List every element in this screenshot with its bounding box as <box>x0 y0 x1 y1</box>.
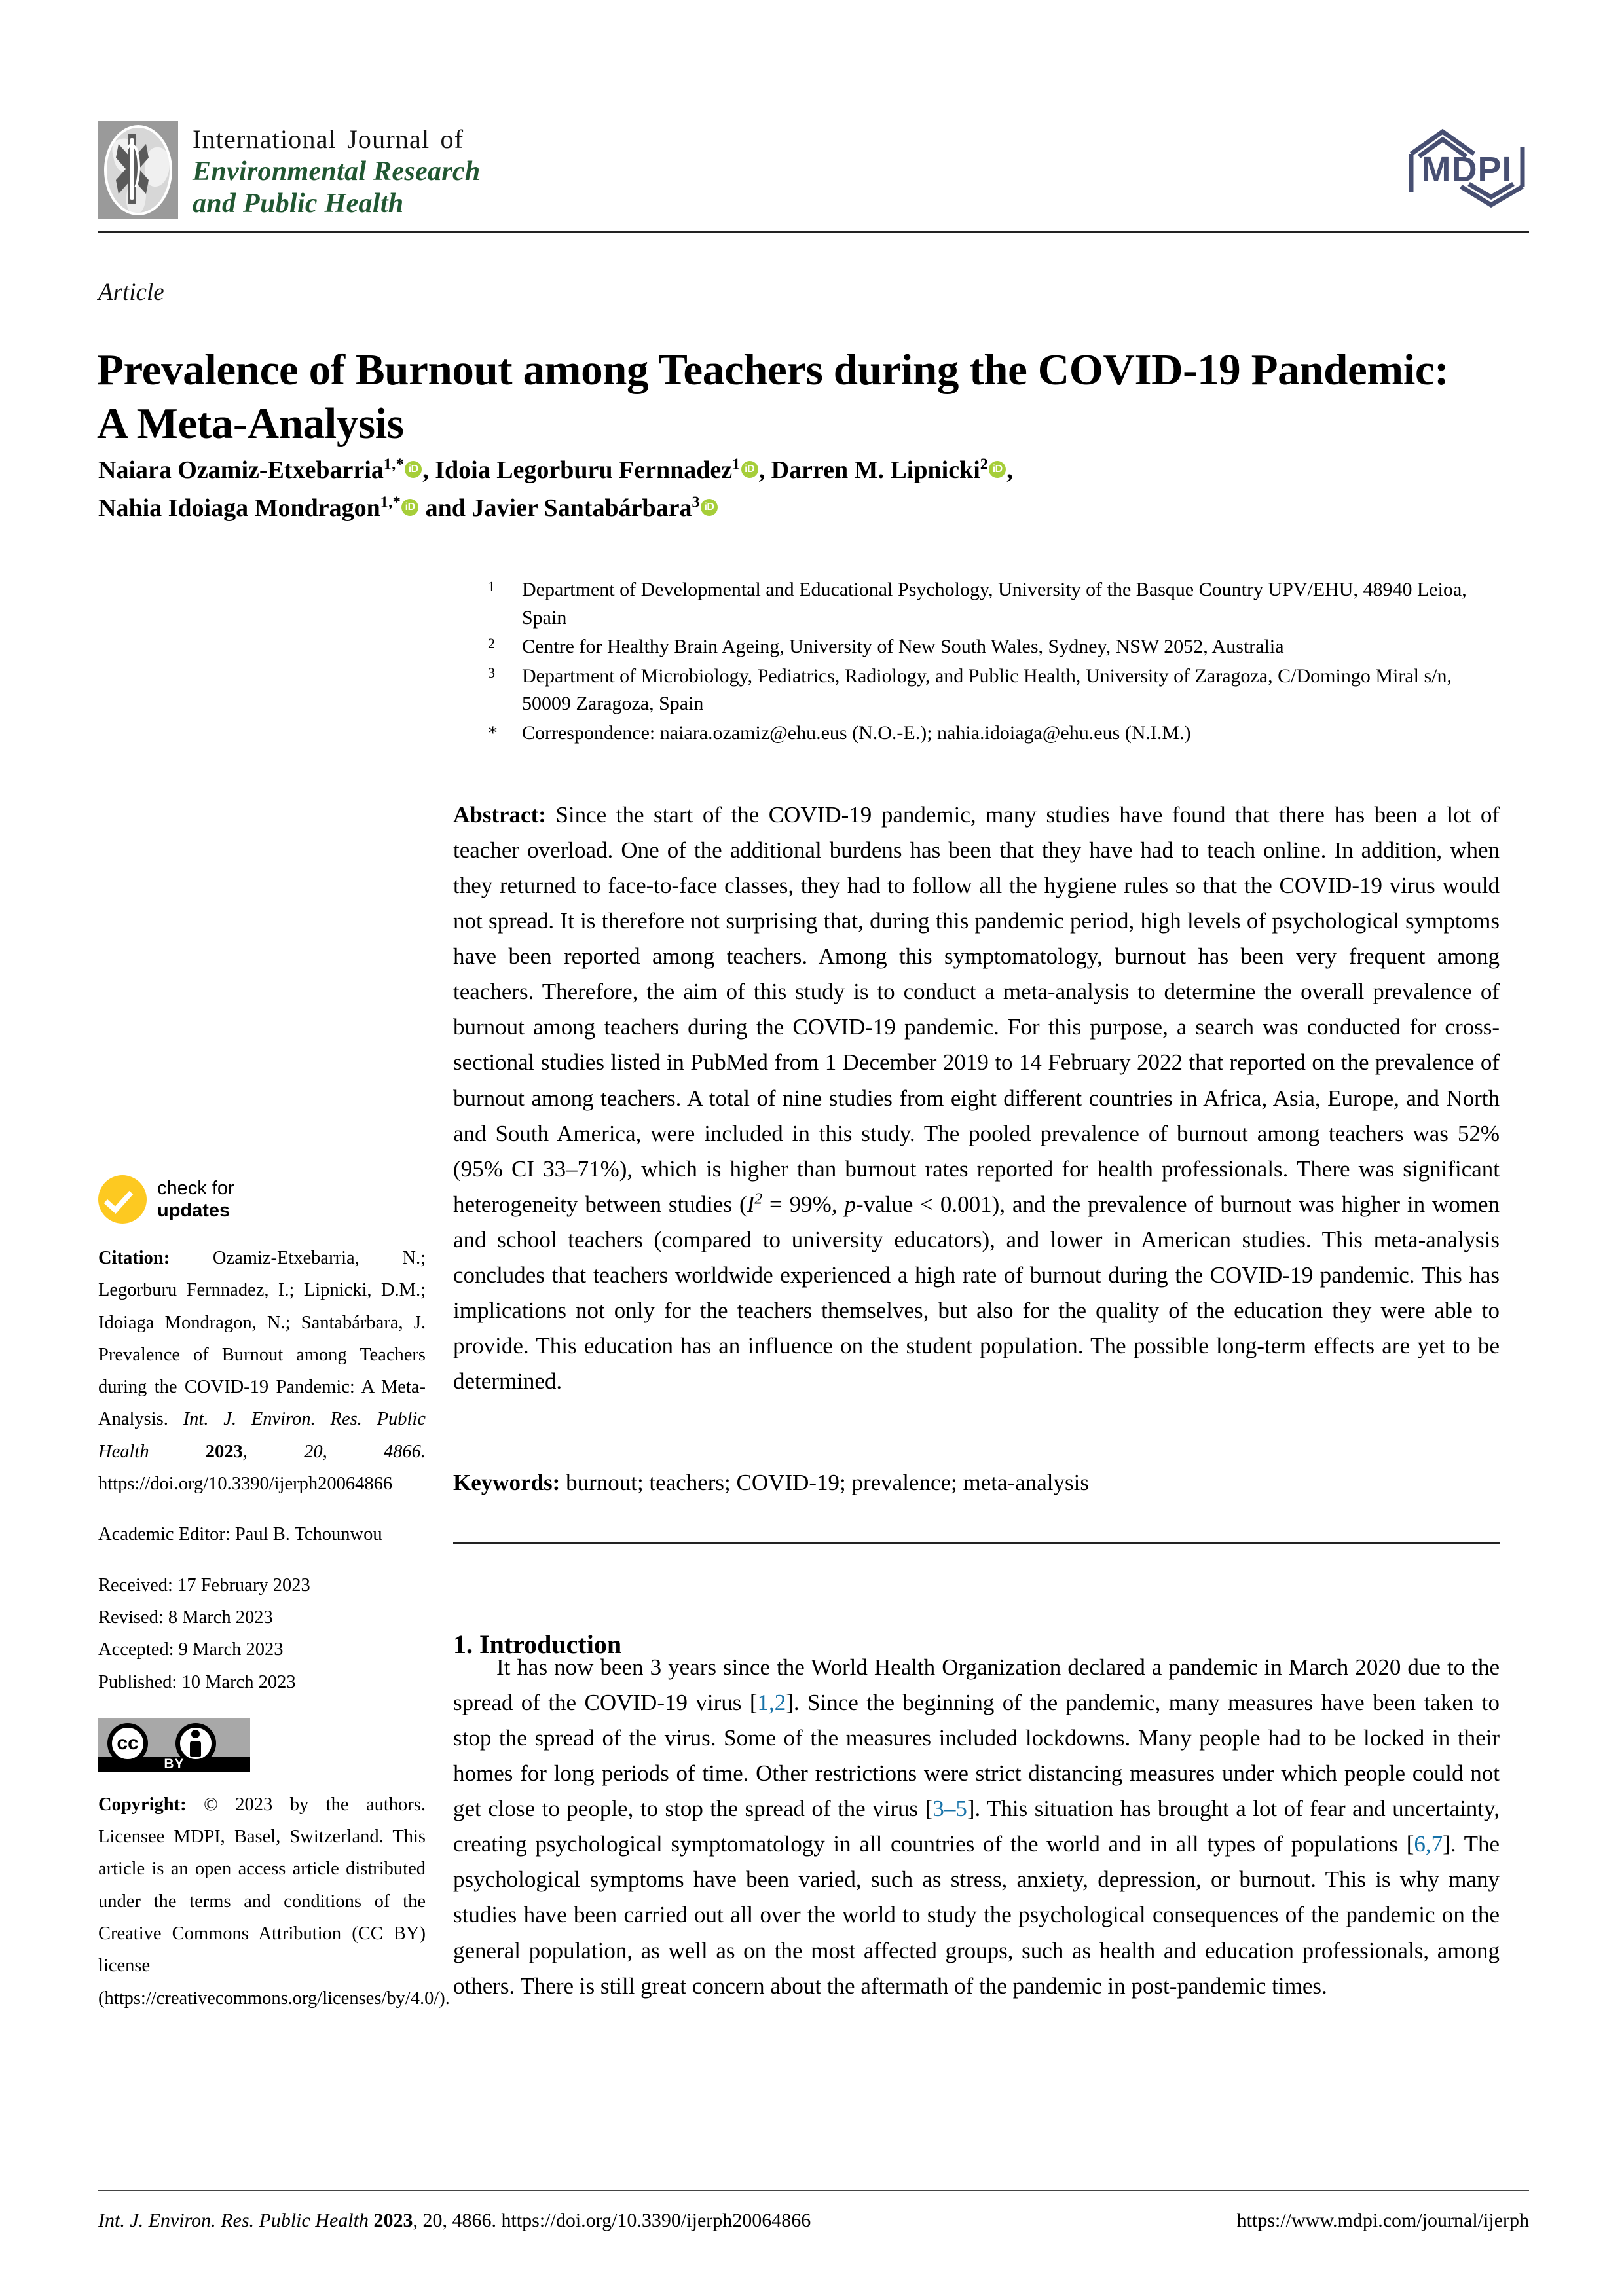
affiliation-marker: 2 <box>488 635 495 652</box>
orcid-icon[interactable]: iD <box>401 499 418 516</box>
citation-ref-3-5[interactable]: 3–5 <box>932 1796 967 1822</box>
svg-text:MDPI: MDPI <box>1421 150 1513 189</box>
keywords-value: burnout; teachers; COVID-19; prevalence; meta-analysis <box>560 1470 1089 1495</box>
footer-journal-url[interactable]: https://www.mdpi.com/journal/ijerph <box>1236 2210 1529 2231</box>
footer-citation-rest: , 20, 4866. https://doi.org/10.3390/ijerph20064866 <box>413 2210 811 2231</box>
heterogeneity-statistic-value: = 99%, <box>762 1191 845 1217</box>
author-name: Idoia Legorburu Fernnadez <box>435 456 733 484</box>
author-separator: , <box>422 456 435 484</box>
journal-title-line3: and Public Health <box>193 189 404 219</box>
date-accepted: Accepted: 9 March 2023 <box>98 1639 284 1660</box>
academic-editor: Academic Editor: Paul B. Tchounwou <box>98 1524 382 1545</box>
mdpi-logo-icon[interactable] <box>1405 126 1529 210</box>
check-updates-line2: updates <box>157 1200 231 1221</box>
article-type-label: Article <box>98 279 164 306</box>
abstract-label: Abstract: <box>453 802 546 828</box>
affiliation-list <box>488 576 1496 749</box>
keywords-section <box>453 1470 1500 1496</box>
check-for-updates-label <box>157 1177 234 1222</box>
footer-journal-name: Int. J. Environ. Res. Public Health <box>98 2210 369 2231</box>
author-line-1 <box>98 452 1486 490</box>
citation-journal: Int. J. Environ. Res. Public Health <box>98 1409 426 1462</box>
orcid-icon[interactable]: iD <box>405 461 422 478</box>
cc-by-label: BY <box>164 1756 185 1772</box>
affiliation-marker: 1 <box>488 578 495 594</box>
intro-text-b: ]. Since the beginning of the pandemic, many measures have been taken to stop the spread of the virus. Some of the measures included lockdowns. Many people had to be locked in their homes for long periods of time. Other restrictions were strict distancing measures under which people could not get close to people, to stop the spread of the virus [ <box>453 1690 1500 1822</box>
author-affiliation-marker: 1 <box>732 456 741 473</box>
journal-title-line2: Environmental Research <box>193 156 481 187</box>
affiliation-text: Centre for Healthy Brain Ageing, University of New South Wales, Sydney, NSW 2052, Australia <box>522 636 1284 658</box>
affiliation-text: Department of Microbiology, Pediatrics, Radiology, and Public Health, University of Zaragoza, C/Domingo Miral s/n, 50009 Zaragoza, Spain <box>522 665 1452 715</box>
intro-text-c: ]. This situation has brought a lot of fear and uncertainty, creating psychological symptomatology in all countries of the world and in all types of populations [ <box>453 1796 1500 1857</box>
author-affiliation-marker: 1,* <box>380 494 401 511</box>
orcid-icon[interactable]: iD <box>989 461 1006 478</box>
date-revised: Revised: 8 March 2023 <box>98 1607 273 1628</box>
affiliation-item <box>488 576 1496 632</box>
copyright-label: Copyright: <box>98 1794 187 1815</box>
author-affiliation-marker: 3 <box>692 494 700 511</box>
citation-label: Citation: <box>98 1248 170 1268</box>
citation-ref-1-2[interactable]: 1,2 <box>757 1690 786 1716</box>
footer-citation <box>98 2210 811 2232</box>
journal-title <box>193 121 480 221</box>
abstract-text-part1: Since the start of the COVID-19 pandemic, many studies have found that there has been a lot of teacher overload. One of the additional burdens has been that they have had to teach online. In addition, when they returned to face-to-face classes, they had to follow all the hygiene rules so that the COVID-19 virus would not spread. It is therefore not surprising that, during this pandemic period, high levels of psychological symptoms have been reported among teachers. Among this symptomatology, burnout has been very frequent among teachers. Therefore, the aim of this study is to conduct a meta-analysis to determine the overall prevalence of burnout among teachers during the COVID-19 pandemic. For this purpose, a search was conducted for cross-sectional studies listed in PubMed from 1 December 2019 to 14 February 2022 that reported on the prevalence of burnout among teachers. A total of nine studies from eight different countries in Africa, Asia, Europe, and North and South America, were included in this study. The pooled prevalence of burnout among teachers was 52% (95% CI 33–71%), which is higher than burnout rates reported for health professionals. There was significant heterogeneity between studies ( <box>453 802 1500 1217</box>
affiliation-marker: 3 <box>488 664 495 681</box>
author-line-2 <box>98 490 1486 528</box>
correspondence-text: Correspondence: naiara.ozamiz@ehu.eus (N.O.-E.); nahia.idoiaga@ehu.eus (N.I.M.) <box>522 721 1191 744</box>
citation-doi-link[interactable]: https://doi.org/10.3390/ijerph20064866 <box>98 1474 393 1495</box>
publication-dates <box>98 1569 426 1698</box>
check-updates-line1: check for <box>157 1177 234 1199</box>
journal-masthead <box>98 121 480 221</box>
author-separator: and <box>419 494 472 522</box>
correspondence-item <box>488 720 1496 748</box>
page-title: Prevalence of Burnout among Teachers during the COVID-19 Pandemic: A Meta-Analysis <box>97 345 1449 448</box>
creative-commons-by-icon[interactable] <box>98 1718 250 1772</box>
heterogeneity-statistic-symbol: I <box>747 1191 755 1217</box>
citation-year: 2023 <box>149 1441 243 1462</box>
author-separator: , <box>1006 456 1013 484</box>
cc-label: cc <box>117 1732 139 1754</box>
author-name: Naiara Ozamiz-Etxebarria <box>98 456 384 484</box>
checkmark-icon <box>98 1175 147 1224</box>
introduction-paragraph <box>453 1650 1500 2004</box>
p-value-symbol: p <box>844 1191 856 1217</box>
affiliation-item <box>488 663 1496 718</box>
affiliation-text: Department of Developmental and Educational Psychology, University of the Basque Country UPV/EHU, 48940 Leioa, Spain <box>522 579 1467 629</box>
author-affiliation-marker: 1,* <box>383 456 405 473</box>
journal-title-line1: International Journal of <box>193 124 464 154</box>
intro-text-a: It has now been 3 years since the World Health Organization declared a pandemic in March 2020 due to the spread of the COVID-19 virus [ <box>453 1654 1500 1716</box>
orcid-icon[interactable]: iD <box>741 461 758 478</box>
author-name: Nahia Idoiaga Mondragon <box>98 494 380 522</box>
citation-block <box>98 1242 426 1500</box>
author-separator: , <box>758 456 771 484</box>
date-published: Published: 10 March 2023 <box>98 1671 296 1692</box>
author-name: Javier Santabárbara <box>471 494 692 522</box>
page-footer <box>98 2210 1529 2232</box>
header-divider <box>98 231 1529 233</box>
date-received: Received: 17 February 2023 <box>98 1575 310 1595</box>
orcid-icon[interactable]: iD <box>701 499 718 516</box>
author-affiliation-marker: 2 <box>980 456 989 473</box>
heterogeneity-statistic-exponent: 2 <box>754 1190 763 1208</box>
check-for-updates-badge[interactable] <box>98 1175 426 1224</box>
abstract-section <box>453 797 1500 1399</box>
abstract-divider <box>453 1542 1500 1544</box>
section-heading-introduction: 1. Introduction <box>453 1630 622 1660</box>
keywords-label: Keywords: <box>453 1470 561 1495</box>
author-list <box>98 452 1486 528</box>
citation-authors: Ozamiz-Etxebarria, N.; Legorburu Fernnadez, I.; Lipnicki, D.M.; Idoiaga Mondragon, N.; Santabárbara, J. Prevalence of Burnout among Teachers during the COVID-19 Pandemic: A Meta-Analysis. <box>98 1248 426 1430</box>
page-header <box>98 121 1529 232</box>
correspondence-marker: * <box>488 721 498 744</box>
author-name: Darren M. Lipnicki <box>771 456 980 484</box>
globe-medical-logo-icon <box>98 121 178 219</box>
footer-divider <box>98 2190 1529 2191</box>
citation-volume: , 20, 4866. <box>242 1441 426 1462</box>
affiliation-item <box>488 633 1496 661</box>
copyright-text: © 2023 by the authors. Licensee MDPI, Basel, Switzerland. This article is an open access article distributed under the terms and conditions of the Creative Commons Attribution (CC BY) license (https://creativecommons.org/licenses/by/4.0/). <box>98 1794 450 2009</box>
article-metadata-sidebar <box>98 1175 450 2033</box>
intro-text-d: ]. The psychological symptoms have been varied, such as stress, anxiety, depression, or burnout. This is why many studies have been carried out all over the world to study the psychological consequences of the pandemic on the general population, as well as on the most affected groups, such as health and education professionals, among others. There is still great concern about the aftermath of the pandemic in post-pandemic times. <box>453 1831 1500 1999</box>
footer-year: 2023 <box>368 2210 413 2231</box>
copyright-block <box>98 1789 450 2014</box>
citation-ref-6-7[interactable]: 6,7 <box>1414 1831 1443 1857</box>
abstract-text-part2: -value < 0.001), and the prevalence of burnout was higher in women and school teachers (compared to university educators), and lower in American studies. This meta-analysis concludes that teachers worldwide experienced a high rate of burnout during the COVID-19 pandemic. This has implications not only for the teachers themselves, but also for the quality of the education they were able to provide. This education has an influence on the student population. The possible long-term effects are yet to be determined. <box>453 1191 1500 1394</box>
